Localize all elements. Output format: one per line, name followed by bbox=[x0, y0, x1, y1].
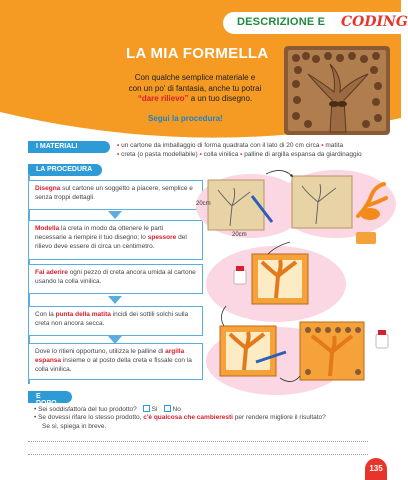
materials-list bbox=[117, 141, 393, 159]
question-1: • Sei soddisfatto/a del tuo prodotto? Sì No bbox=[34, 406, 181, 413]
intro-call-to-action: Segui la procedura! bbox=[148, 114, 223, 123]
question-3: Se sì, spiega in breve. bbox=[42, 423, 107, 430]
step-1: Disegna sul cartone un soggetto a piacere, semplice e senza troppi dettagli. bbox=[28, 180, 203, 210]
coding-label: CODING bbox=[341, 14, 408, 30]
finished-tile-photo bbox=[282, 44, 392, 137]
intro-line-3-rest: a un tuo disegno. bbox=[188, 94, 253, 103]
step-5: Dove lo ritieni opportuno, utilizza le palline di argilla espansa insieme o al posto della creta e fissale con la colla vinilica. bbox=[28, 343, 203, 380]
materials-line-2: • creta (o pasta modellabile) • colla vinilica • palline di argilla espansa da giardinaggio bbox=[117, 151, 362, 158]
checkbox-yes[interactable] bbox=[143, 405, 150, 412]
answer-line[interactable] bbox=[28, 441, 368, 442]
procedure-illustration bbox=[196, 166, 401, 396]
after-label: E DOPO... bbox=[28, 391, 72, 403]
section-tag bbox=[223, 12, 408, 34]
checkbox-no[interactable] bbox=[164, 405, 171, 412]
step-3: Fai aderire ogni pezzo di creta ancora umida al cartone usando la colla vinilica. bbox=[28, 264, 203, 294]
arrow-down-icon bbox=[108, 296, 122, 304]
dimension-label-1: 20cm bbox=[196, 201, 211, 207]
question-2: • Se dovessi rifare lo stesso prodotto, c'è qualcosa che cambieresti per rendere migliore il risultato? bbox=[34, 414, 326, 421]
intro-line-1: Con qualche semplice materiale e bbox=[134, 73, 256, 82]
materials-label: I MATERIALI bbox=[28, 141, 110, 153]
section-label: DESCRIZIONE E bbox=[237, 16, 326, 28]
step-2: Modella la creta in modo da ottenere le parti necessarie a riempire il tuo disegno; lo spessore del rilievo deve essere di circa un centimetro. bbox=[28, 220, 203, 260]
intro-highlight: “dare rilievo” bbox=[137, 94, 189, 103]
intro-line-3 bbox=[122, 94, 268, 105]
page-number: 135 bbox=[365, 458, 387, 480]
intro-line-2: con un po' di fantasia, anche tu potrai bbox=[128, 83, 262, 93]
page-title: LA MIA FORMELLA bbox=[126, 45, 269, 62]
procedure-label: LA PROCEDURA bbox=[28, 164, 102, 176]
answer-line[interactable] bbox=[28, 454, 368, 455]
step-4: Con la punta della matita incidi dei sottili solchi sulla creta non ancora secca. bbox=[28, 306, 203, 336]
dimension-label-2: 20cm bbox=[232, 232, 247, 238]
materials-line-1: • un cartone da imballaggio di forma quadrata con il lato di 20 cm circa • matita bbox=[117, 142, 344, 149]
arrow-down-icon bbox=[108, 211, 122, 219]
intro-text bbox=[122, 73, 268, 105]
